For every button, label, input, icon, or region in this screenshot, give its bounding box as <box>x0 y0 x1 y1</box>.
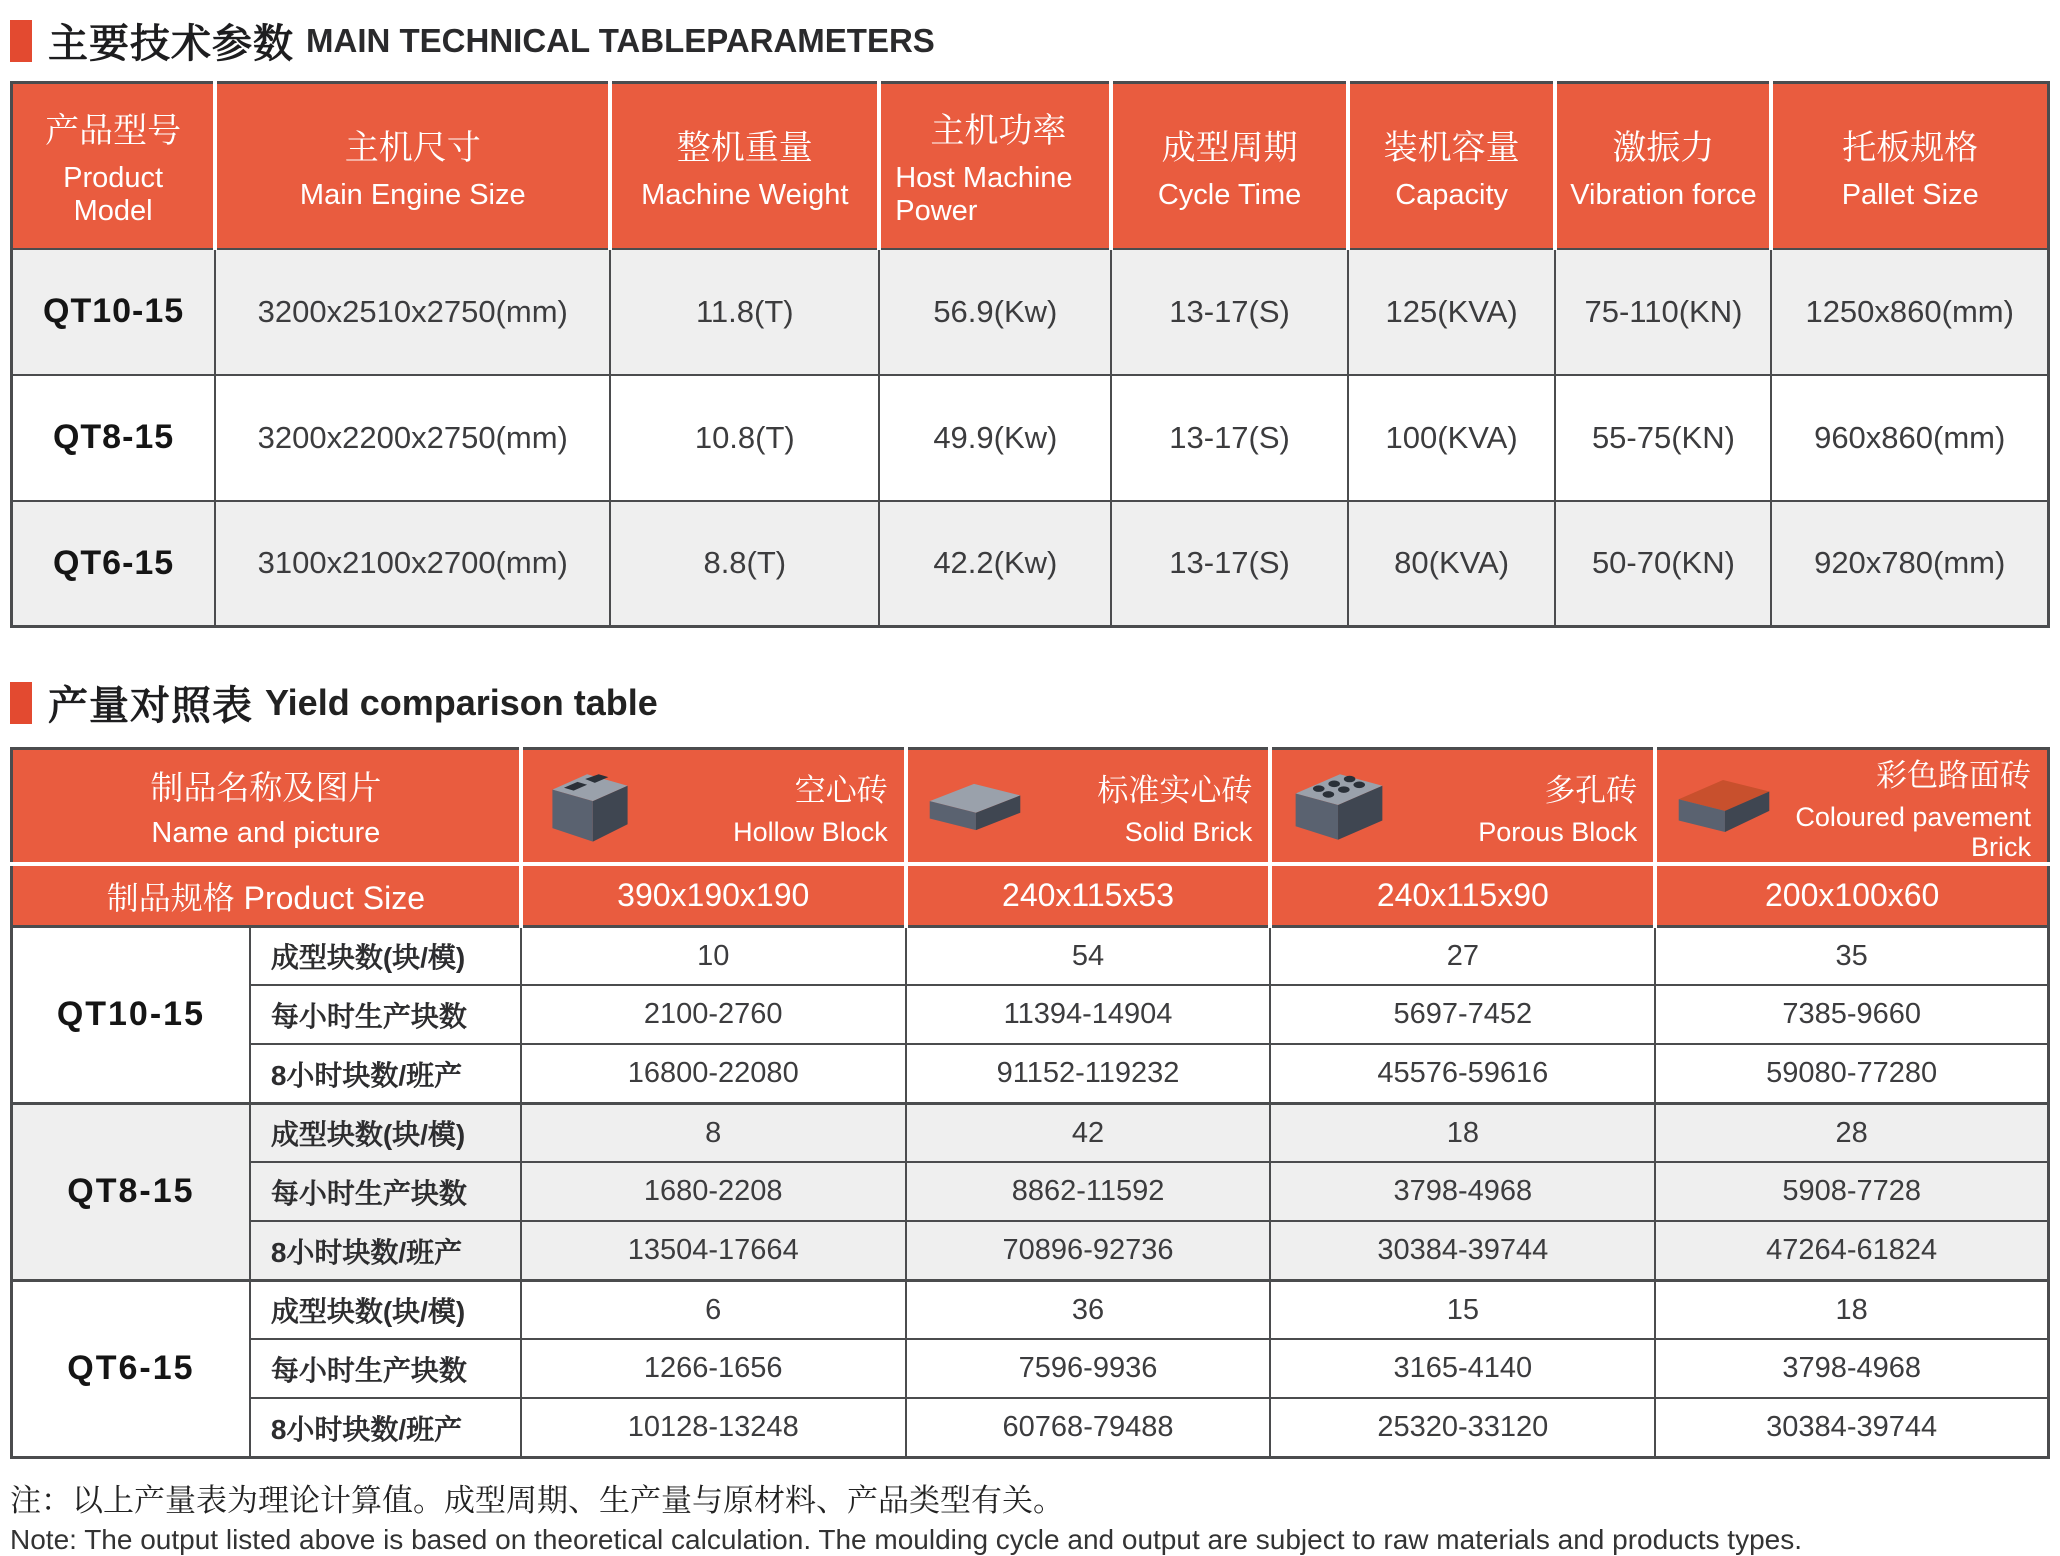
value-cell: 3798-4968 <box>1270 1162 1655 1221</box>
model-cell: QT10-15 <box>12 926 250 1103</box>
row-label: 成型块数(块/模) <box>250 1103 521 1162</box>
row-label: 8小时块数/班产 <box>250 1044 521 1103</box>
yield-section-title <box>10 674 2050 731</box>
tech-cell: 125(KVA) <box>1348 249 1556 375</box>
tech-cell: 42.2(Kw) <box>879 501 1111 627</box>
tech-title-zh: 主要技术参数 <box>48 22 294 66</box>
row-label: 每小时生产块数 <box>250 1339 521 1398</box>
value-cell: 18 <box>1655 1280 2048 1339</box>
product-header-pavement-brick: 彩色路面砖 Coloured pavement Brick <box>1655 749 2048 865</box>
tech-cell: 960x860(mm) <box>1771 375 2048 501</box>
value-cell: 36 <box>906 1280 1271 1339</box>
hollow-block-icon <box>537 764 643 848</box>
product-size-cell: 240x115x53 <box>906 864 1271 926</box>
tech-header-cell: 激振力 Vibration force <box>1555 83 1771 249</box>
value-cell: 11394-14904 <box>906 985 1271 1044</box>
value-cell: 42 <box>906 1103 1271 1162</box>
value-cell: 5697-7452 <box>1270 985 1655 1044</box>
value-cell: 70896-92736 <box>906 1221 1271 1280</box>
tech-cell: 13-17(S) <box>1111 249 1347 375</box>
yield-row <box>12 1339 2049 1398</box>
yield-row <box>12 1280 2049 1339</box>
product-size-row <box>12 864 2049 926</box>
value-cell: 59080-77280 <box>1655 1044 2048 1103</box>
yield-row <box>12 926 2049 985</box>
porous-block-icon <box>1286 764 1392 848</box>
value-cell: 47264-61824 <box>1655 1221 2048 1280</box>
tech-header-cell: 托板规格 Pallet Size <box>1771 83 2048 249</box>
model-cell: QT8-15 <box>12 1103 250 1280</box>
value-cell: 8 <box>521 1103 906 1162</box>
red-bullet-icon <box>10 20 32 62</box>
note-en: Note: The output listed above is based on theoretical calculation. The moulding cycle and output are subject to raw materials and products types. <box>10 1523 1803 1555</box>
tech-cell: 13-17(S) <box>1111 501 1347 627</box>
value-cell: 2100-2760 <box>521 985 906 1044</box>
tech-row <box>12 501 2049 627</box>
product-header-porous-block: 多孔砖 Porous Block <box>1270 749 1655 865</box>
pavement-brick-icon <box>1671 764 1777 848</box>
yield-row <box>12 985 2049 1044</box>
tech-cell: 3200x2200x2750(mm) <box>215 375 610 501</box>
product-size-cell: 390x190x190 <box>521 864 906 926</box>
tech-cell: 3200x2510x2750(mm) <box>215 249 610 375</box>
row-label: 8小时块数/班产 <box>250 1221 521 1280</box>
product-size-cell: 200x100x60 <box>1655 864 2048 926</box>
yield-title-zh: 产量对照表 <box>48 684 253 728</box>
value-cell: 10128-13248 <box>521 1398 906 1457</box>
row-label: 8小时块数/班产 <box>250 1398 521 1457</box>
model-cell: QT6-15 <box>12 501 216 627</box>
name-picture-header: 制品名称及图片 Name and picture <box>12 749 521 865</box>
tech-header-row <box>12 83 2049 249</box>
value-cell: 7385-9660 <box>1655 985 2048 1044</box>
tech-cell: 13-17(S) <box>1111 375 1347 501</box>
value-cell: 8862-11592 <box>906 1162 1271 1221</box>
yield-row <box>12 1162 2049 1221</box>
model-cell: QT10-15 <box>12 249 216 375</box>
tech-cell: 55-75(KN) <box>1555 375 1771 501</box>
value-cell: 6 <box>521 1280 906 1339</box>
value-cell: 60768-79488 <box>906 1398 1271 1457</box>
tech-cell: 3100x2100x2700(mm) <box>215 501 610 627</box>
tech-cell: 50-70(KN) <box>1555 501 1771 627</box>
solid-brick-icon <box>922 764 1028 848</box>
product-header-solid-brick: 标准实心砖 Solid Brick <box>906 749 1271 865</box>
tech-header-cell: 产品型号 Product Model <box>12 83 216 249</box>
tech-cell: 49.9(Kw) <box>879 375 1111 501</box>
value-cell: 27 <box>1270 926 1655 985</box>
value-cell: 28 <box>1655 1103 2048 1162</box>
tech-cell: 8.8(T) <box>610 501 879 627</box>
value-cell: 35 <box>1655 926 2048 985</box>
row-label: 成型块数(块/模) <box>250 926 521 985</box>
value-cell: 15 <box>1270 1280 1655 1339</box>
tech-table <box>10 81 2050 628</box>
tech-cell: 10.8(T) <box>610 375 879 501</box>
yield-header-row <box>12 749 2049 865</box>
yield-row <box>12 1398 2049 1457</box>
tech-header-cell: 整机重量 Machine Weight <box>610 83 879 249</box>
value-cell: 30384-39744 <box>1270 1221 1655 1280</box>
red-bullet-icon <box>10 682 32 724</box>
yield-row <box>12 1044 2049 1103</box>
tech-section-title <box>10 12 2050 69</box>
row-label: 每小时生产块数 <box>250 1162 521 1221</box>
model-cell: QT8-15 <box>12 375 216 501</box>
value-cell: 91152-119232 <box>906 1044 1271 1103</box>
tech-header-cell: 成型周期 Cycle Time <box>1111 83 1347 249</box>
tech-row <box>12 249 2049 375</box>
tech-header-cell: 主机功率 Host Machine Power <box>879 83 1111 249</box>
tech-cell: 56.9(Kw) <box>879 249 1111 375</box>
tech-cell: 11.8(T) <box>610 249 879 375</box>
value-cell: 5908-7728 <box>1655 1162 2048 1221</box>
product-size-label: 制品规格 Product Size <box>12 864 521 926</box>
value-cell: 16800-22080 <box>521 1044 906 1103</box>
value-cell: 30384-39744 <box>1655 1398 2048 1457</box>
value-cell: 3165-4140 <box>1270 1339 1655 1398</box>
value-cell: 1266-1656 <box>521 1339 906 1398</box>
spec-sheet-page <box>10 0 2050 1556</box>
value-cell: 10 <box>521 926 906 985</box>
yield-row <box>12 1221 2049 1280</box>
value-cell: 18 <box>1270 1103 1655 1162</box>
value-cell: 54 <box>906 926 1271 985</box>
value-cell: 25320-33120 <box>1270 1398 1655 1457</box>
yield-title-en: Yield comparison table <box>265 681 658 723</box>
tech-cell: 920x780(mm) <box>1771 501 2048 627</box>
tech-cell: 80(KVA) <box>1348 501 1556 627</box>
value-cell: 13504-17664 <box>521 1221 906 1280</box>
tech-header-cell: 主机尺寸 Main Engine Size <box>215 83 610 249</box>
value-cell: 3798-4968 <box>1655 1339 2048 1398</box>
yield-row <box>12 1103 2049 1162</box>
tech-cell: 75-110(KN) <box>1555 249 1771 375</box>
value-cell: 45576-59616 <box>1270 1044 1655 1103</box>
value-cell: 1680-2208 <box>521 1162 906 1221</box>
tech-cell: 100(KVA) <box>1348 375 1556 501</box>
row-label: 每小时生产块数 <box>250 985 521 1044</box>
yield-table <box>10 747 2050 1459</box>
tech-cell: 1250x860(mm) <box>1771 249 2048 375</box>
product-size-cell: 240x115x90 <box>1270 864 1655 926</box>
tech-row <box>12 375 2049 501</box>
tech-header-cell: 装机容量 Capacity <box>1348 83 1556 249</box>
value-cell: 7596-9936 <box>906 1339 1271 1398</box>
note-zh: 注：以上产量表为理论计算值。成型周期、生产量与原材料、产品类型有关。 <box>10 1482 1064 1518</box>
product-header-hollow-block: 空心砖 Hollow Block <box>521 749 906 865</box>
row-label: 成型块数(块/模) <box>250 1280 521 1339</box>
tech-title-en: MAIN TECHNICAL TABLEPARAMETERS <box>306 21 935 59</box>
model-cell: QT6-15 <box>12 1280 250 1457</box>
